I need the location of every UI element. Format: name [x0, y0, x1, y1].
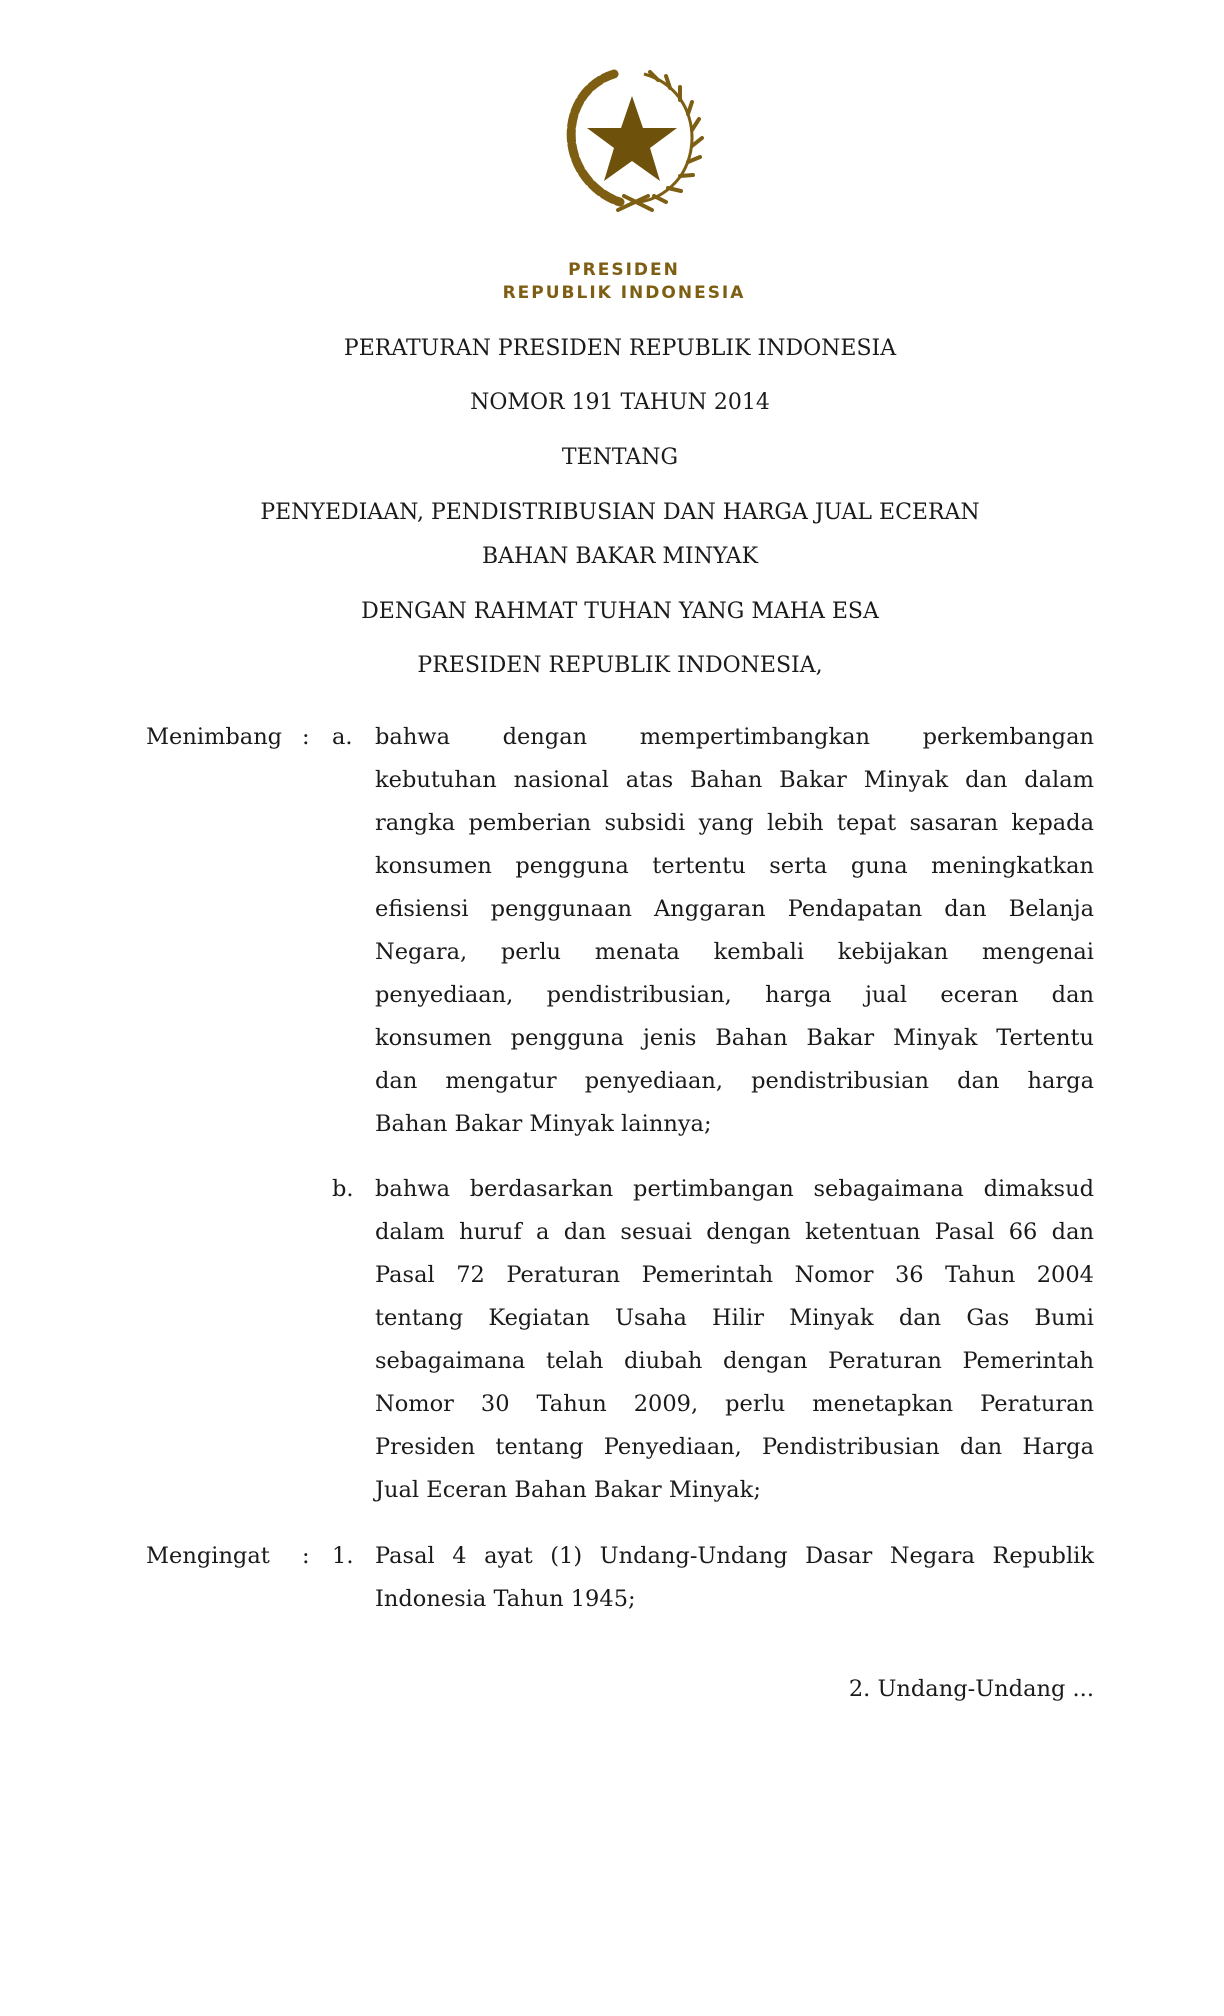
text-line: dalam huruf a dan sesuai dengan ketentuan Pasal 66 dan [375, 1219, 1094, 1245]
regulation-number: NOMOR 191 TAHUN 2014 [470, 390, 770, 415]
text-line: konsumen pengguna jenis Bahan Bakar Minyak Tertentu [375, 1025, 1094, 1051]
regulation-title: PERATURAN PRESIDEN REPUBLIK INDONESIA [343, 336, 897, 361]
text-line: tentang Kegiatan Usaha Hilir Minyak dan Gas Bumi [375, 1305, 1094, 1331]
text-line: Presiden tentang Penyediaan, Pendistribusian dan Harga [375, 1434, 1094, 1460]
text-line: bahwa dengan mempertimbangkan perkembangan [375, 724, 1094, 750]
text-line: bahwa berdasarkan pertimbangan sebagaimana dimaksud [375, 1176, 1094, 1202]
mengingat-label: Mengingat [146, 1543, 270, 1569]
text-line: rangka pemberian subsidi yang lebih tepat sasaran kepada [375, 810, 1094, 836]
text-line: Indonesia Tahun 1945; [375, 1586, 636, 1612]
item-marker: b. [332, 1176, 354, 1202]
state-emblem-icon [552, 62, 712, 222]
item-text [375, 1535, 1094, 1621]
subject-line-1: PENYEDIAAN, PENDISTRIBUSIAN DAN HARGA JUAL ECERAN [260, 500, 980, 525]
text-line: Bahan Bakar Minyak lainnya; [375, 1111, 712, 1137]
item-marker: a. [332, 724, 353, 750]
president-heading: PRESIDEN REPUBLIK INDONESIA, [417, 653, 823, 678]
colon: : [302, 1543, 310, 1569]
text-line: Pasal 72 Peraturan Pemerintah Nomor 36 Tahun 2004 [375, 1262, 1094, 1288]
text-line: Pasal 4 ayat (1) Undang-Undang Dasar Negara Republik [375, 1543, 1094, 1569]
text-line: konsumen pengguna tertentu serta guna meningkatkan [375, 853, 1094, 879]
item-text [375, 716, 1094, 1146]
text-line: kebutuhan nasional atas Bahan Bakar Minyak dan dalam [375, 767, 1094, 793]
text-line: Jual Eceran Bahan Bakar Minyak; [375, 1477, 761, 1503]
text-line: efisiensi penggunaan Anggaran Pendapatan dan Belanja [375, 896, 1094, 922]
item-text [375, 1168, 1094, 1512]
letterhead-line1: PRESIDEN [568, 260, 680, 280]
letterhead-line2: REPUBLIK INDONESIA [502, 283, 746, 303]
text-line: sebagaimana telah diubah dengan Peraturan Pemerintah [375, 1348, 1094, 1374]
subject-line-2: BAHAN BAKAR MINYAK [481, 544, 759, 569]
grace-formula: DENGAN RAHMAT TUHAN YANG MAHA ESA [361, 599, 879, 624]
colon: : [302, 724, 310, 750]
text-line: dan mengatur penyediaan, pendistribusian dan harga [375, 1068, 1094, 1094]
about-heading: TENTANG [561, 445, 679, 470]
text-line: penyediaan, pendistribusian, harga jual eceran dan [375, 982, 1094, 1008]
menimbang-label: Menimbang [146, 724, 283, 750]
page-continuation: 2. Undang-Undang ... [848, 1676, 1094, 1702]
text-line: Nomor 30 Tahun 2009, perlu menetapkan Peraturan [375, 1391, 1094, 1417]
text-line: Negara, perlu menata kembali kebijakan mengenai [375, 939, 1094, 965]
item-marker: 1. [332, 1543, 354, 1569]
